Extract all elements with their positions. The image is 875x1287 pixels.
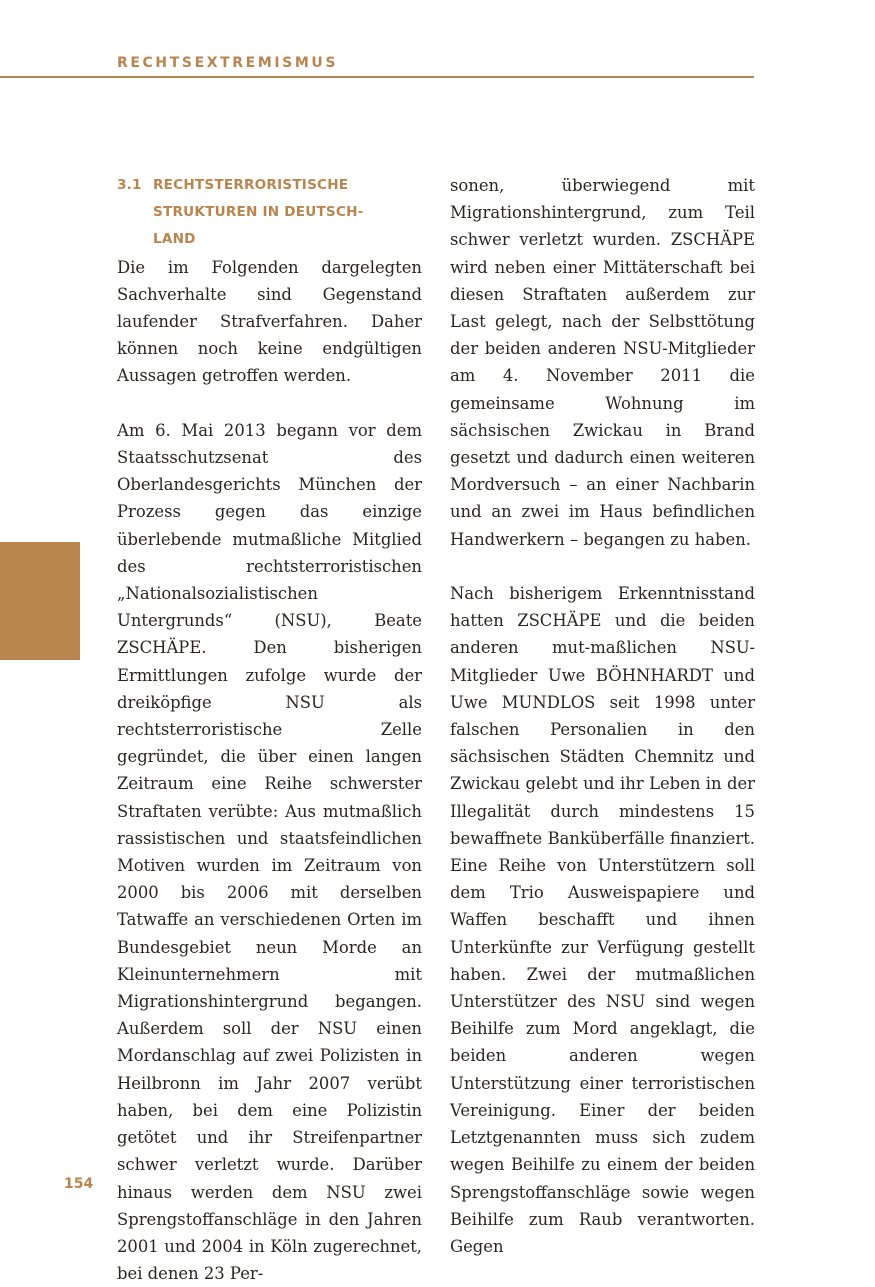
section-title-line: LAND [153,231,196,248]
body-paragraph: sonen, überwiegend mit Migrationshintergrund, zum Teil schwer verletzt wurden. ZSCHÄPE wird neben einer Mittäterschaft bei diesen Straftaten außerdem zur Last gelegt, nach der Selbsttötung der beiden anderen NSU-Mitglieder am 4. November 2011 die gemeinsame Wohnung im sächsischen Zwickau in Brand gesetzt und dadurch einen weiteren Mordversuch – an einer Nachbarin und an zwei im Haus befindlichen Handwerkern – begangen zu haben. [450,176,755,549]
right-text-column [450,172,755,1260]
body-paragraph: Am 6. Mai 2013 begann vor dem Staatsschutzsenat des Oberlandesgerichts München der Prozess gegen das einzige überlebende mutmaßliche Mitglied des rechtsterroristischen „Nationalsozialistischen Untergrunds“ (NSU), Beate ZSCHÄPE. Den bisherigen Ermittlungen zufolge wurde der dreiköpfige NSU als rechtsterroristische Zelle gegründet, die über einen langen Zeitraum eine Reihe schwerster Straftaten verübte: Aus mutmaßlich rassistischen und staatsfeindlichen Motiven wurden im Zeitraum von 2000 bis 2006 mit derselben Tatwaffe an verschiedenen Orten im Bundesgebiet neun Morde an Kleinunternehmern mit Migrationshintergrund begangen. Außerdem soll der NSU einen Mordanschlag auf zwei Polizisten in Heilbronn im Jahr 2007 verübt haben, bei dem eine Polizistin getötet und ihr Streifenpartner schwer verletzt wurde. Darüber hinaus werden dem NSU zwei Sprengstoffanschläge in den Jahren 2001 und 2004 in Köln zugerechnet, bei denen 23 Per- [117,420,422,1284]
section-title-line: RECHTSTERRORISTISCHE [153,177,349,193]
section-number: 3.1 [117,177,142,193]
running-head-title: RECHTSEXTREMISMUS [117,55,339,71]
body-paragraph: Nach bisherigem Erkenntnisstand hatten ZSCHÄPE und die beiden anderen mut-maßlichen NSU-Mitglieder Uwe BÖHNHARDT und Uwe MUNDLOS seit 1998 unter falschen Personalien in den sächsischen Städten Chemnitz und Zwickau gelebt und ihr Leben in der Illegalität durch mindestens 15 bewaffnete Banküberfälle finanziert. Eine Reihe von Unterstützern soll dem Trio Ausweispapiere und Waffen beschafft und ihnen Unterkünfte zur Verfügung gestellt haben. Zwei der mutmaßlichen Unterstützer des NSU sind wegen Beihilfe zum Mord angeklagt, die beiden anderen wegen Unterstützung einer terroristischen Vereinigung. Einer der beiden Letztgenannten muss sich zudem wegen Beihilfe zu einem der beiden Sprengstoffanschläge sowie wegen Beihilfe zum Raub verantworten. Gegen [450,584,755,1256]
page-number: 154 [64,1176,94,1192]
left-text-column [117,172,422,1287]
section-heading [117,172,422,254]
body-paragraph: Die im Folgenden dargelegten Sachverhalte sind Gegenstand laufender Strafverfahren. Daher können noch keine endgültigen Aussagen getroffen werden. [117,257,422,386]
chapter-side-tab [0,542,80,660]
section-title-line: STRUKTUREN IN DEUTSCH- [153,204,364,221]
section-title [153,172,422,254]
header-rule [0,76,754,78]
